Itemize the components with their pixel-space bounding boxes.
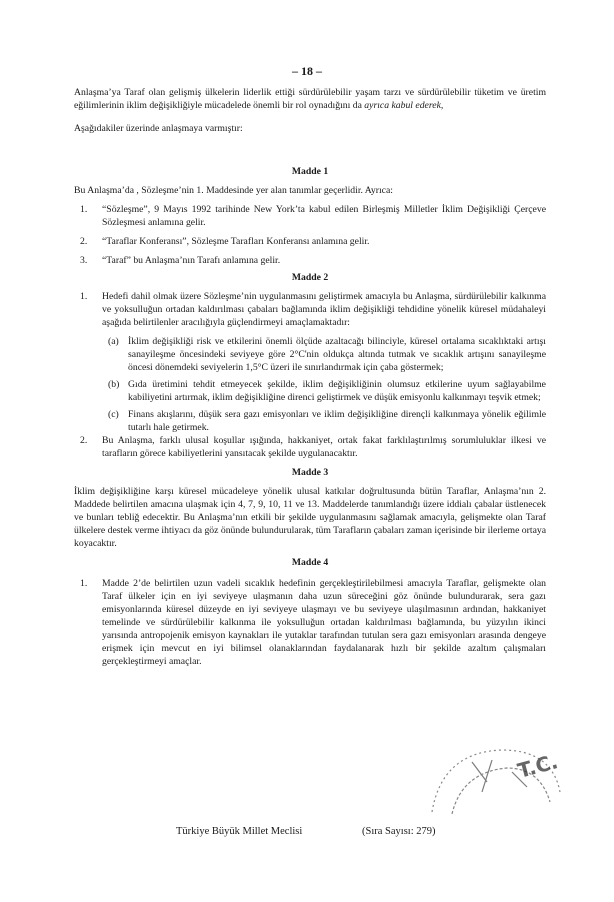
madde3-heading: Madde 3	[291, 467, 329, 478]
document-body	[74, 86, 546, 668]
page-number: – 18 –	[292, 64, 322, 78]
madde3-paragraph: İklim değişikliğine karşı küresel mücadeleye yönelik ulusal katkılar doğrultusunda bütün Taraflar, Anlaşma’nın 2. Maddede belirtilen amacına ulaşmak için 4, 7, 9, 10, 11 ve 13. Maddelerde tanımlandığı üzere iddialı çabalar üstlenecek ve bunları tebliğ edecektir. Bu Anlaşma’nın etkili bir şekilde uygulanmasını sağlamak amacıyla, gelişmekte olan Taraf ülkelere destek verme ihtiyacı da göz önünde bulundurularak, tüm Tarafların çabaları zaman içerisinde bir ilerleme ortaya koyacaktır.	[74, 486, 547, 549]
madde1-item: 1. “Sözleşme”, 9 Mayıs 1992 tarihinde New York’ta kabul edilen Birleşmiş Milletler İklim Değişikliği Çerçeve Sözleşmesi anlamına gelir.	[80, 204, 546, 228]
madde4-heading: Madde 4	[291, 557, 329, 568]
madde2-subitem: (c) Finans akışlarını, düşük sera gazı emisyonları ve iklim değişikliğine dirençli kalkınmaya yönelik eğilimle tutarlı hale getirmek.	[108, 409, 546, 433]
madde2-subitem: (a) İklim değişikliği risk ve etkilerini önemli ölçüde azaltacağı bilinciyle, küresel ortalama sıcaklıktaki artışı sanayileşme öncesindeki seviyeye göre 2°C'nin oldukça altında tutmak ve sıcaklık artışını sanayileşme öncesi dönemdeki seviyelerin 1,5°C üzeri ile sınırlandırmak için çaba göstermek;	[108, 336, 546, 373]
intro-paragraph: Anlaşma’ya Taraf olan gelişmiş ülkelerin liderlik ettiği sürdürülebilir yaşam tarzı ve sürdürülebilir tüketim ve üretim eğilimlerinin iklim değişikliğiyle mücadelede önemli bir rol oynadığını da ayrıca kabul ederek,	[74, 87, 546, 111]
intro-agreement-line: Aşağıdakiler üzerinde anlaşmaya varmıştır:	[74, 123, 243, 134]
madde4-item: 1. Madde 2’de belirtilen uzun vadeli sıcaklık hedefinin gerçekleştirilebilmesi amacıyla Taraflar, gelişmekte olan Taraf ülkeler için en iyi seviyeye ulaşmanın daha uzun süreceğini göz önünde bulundurarak, sera gazı emisyonlarında küresel düzeyde en iyi seviyeye ulaşmayı ve bu seviyeye ulaşılmasının ardından, hakkaniyet temelinde ve sürdürülebilir kalkınma ile yoksulluğun ortadan kaldırılması bağlamında, bu yüzyılın ikinci yarısında antropojenik emisyon kaynakları ile yutaklar tarafından tutulan sera gazı emisyonları arasında dengeye erişmek için mevcut en iyi bilimsel olanaklarından faydalanarak hızlı bir şekilde azaltım çalışmaları gerçekleştirmeyi amaçlar.	[80, 578, 546, 667]
intro-italic: ayrıca kabul ederek,	[364, 100, 444, 111]
official-stamp	[412, 742, 562, 822]
madde1-item: 3. “Taraf” bu Anlaşma’nın Tarafı anlamına gelir.	[80, 255, 281, 266]
madde1-item: 2. “Taraflar Konferansı”, Sözleşme Tarafları Konferansı anlamına gelir.	[80, 236, 370, 247]
stamp-text: T.C.	[515, 749, 561, 783]
madde2-item: 1. Hedefi dahil olmak üzere Sözleşme’nin uygulanmasını geliştirmek amacıyla bu Anlaşma, sürdürülebilir kalkınma ve yoksulluğun ortadan kaldırılması çabaları bağlamında iklim değişikliği tehdidine yönelik küresel müdahaleyi aşağıda belirtilenler aracılığıyla güçlendirmeyi amaçlamaktadır:	[80, 291, 546, 328]
madde1-heading: Madde 1	[291, 166, 329, 177]
madde2-subitem: (b) Gıda üretimini tehdit etmeyecek şekilde, iklim değişikliğinin olumsuz etkilerine uyum sağlayabilme kabiliyetini artırmak, iklim değişikliğine direnci geliştirmek ve düşük emisyonlu kalkınmayı teşvik etmek;	[108, 379, 546, 403]
footer-institution: Türkiye Büyük Millet Meclisi	[176, 826, 303, 837]
madde2-heading: Madde 2	[291, 272, 329, 283]
footer-sira-sayisi: (Sıra Sayısı: 279)	[362, 826, 436, 837]
madde2-item: 2. Bu Anlaşma, farklı ulusal koşullar ışığında, hakkaniyet, ortak fakat farklılaştırılmış sorumluluklar ilkesi ve tarafların görece kabiliyetlerini yansıtacak şekilde uygulanacaktır.	[80, 435, 546, 459]
madde1-lead: Bu Anlaşma’da , Sözleşme’nin 1. Maddesinde yer alan tanımlar geçerlidir. Ayrıca:	[74, 185, 393, 196]
